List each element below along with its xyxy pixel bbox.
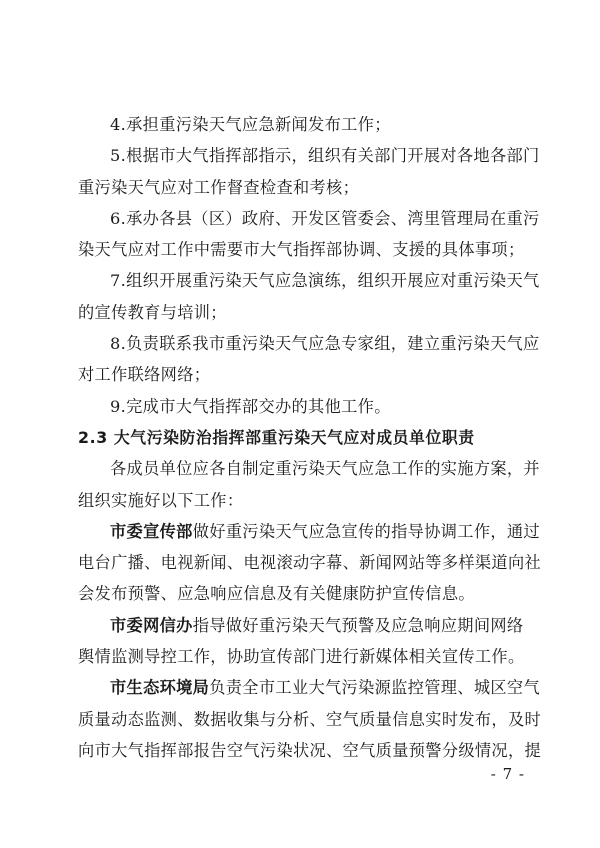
cyberspace-unit-name: 市委网信办 [110, 615, 193, 635]
intro-line-2: 组织实施好以下工作： [78, 490, 244, 510]
item-8-line-1: 8.负责联系我市重污染天气应急专家组，建立重污染天气应 [110, 334, 540, 354]
section-heading [78, 422, 524, 453]
item-6-line-1: 6.承办各县（区）政府、开发区管委会、湾里管理局在重污 [110, 208, 540, 228]
intro-line-1: 各成员单位应各自制定重污染天气应急工作的实施方案，并 [110, 459, 540, 479]
item-7-line-2: 的宣传教育与培训； [78, 302, 227, 322]
propaganda-line-2: 电台广播、电视新闻、电视滚动字幕、新闻网站等多样渠道向社 [78, 553, 542, 573]
item-7-line-1: 7.组织开展重污染天气应急演练，组织开展应对重污染天气 [110, 271, 540, 291]
cyberspace-line-2: 舆情监测导控工作，协助宣传部门进行新媒体相关宣传工作。 [78, 647, 525, 667]
propaganda-unit-name: 市委宣传部 [110, 521, 193, 541]
cyberspace-line-1-text: 指导做好重污染天气预警及应急响应期间网络 [192, 615, 524, 635]
section-title: 大气污染防治指挥部重污染天气应对成员单位职责 [113, 427, 475, 447]
item-9: 9.完成市大气指挥部交办的其他工作。 [110, 396, 391, 416]
ecology-line-3: 向市大气指挥部报告空气污染状况、空气质量预警分级情况，提 [78, 740, 542, 760]
document-body [78, 109, 542, 766]
item-6-line-2: 染天气应对工作中需要市大气指挥部协调、支援的具体事项； [78, 240, 525, 260]
item-5-line-1: 5.根据市大气指挥部指示，组织有关部门开展对各地各部门 [110, 146, 540, 166]
ecology-unit-name: 市生态环境局 [110, 678, 210, 698]
propaganda-line-1 [78, 516, 540, 547]
ecology-line-2: 质量动态监测、数据收集与分析、空气质量信息实时发布，及时 [78, 709, 542, 729]
ecology-line-1 [78, 672, 540, 703]
propaganda-line-1-text: 做好重污染天气应急宣传的指导协调工作，通过 [192, 521, 540, 541]
item-4: 4.承担重污染天气应急新闻发布工作； [110, 115, 391, 134]
ecology-line-1-text: 负责全市工业大气污染源监控管理、城区空气 [209, 678, 540, 698]
section-number: 2.3 [78, 427, 108, 447]
page-number: - 7 - [490, 765, 525, 783]
item-5-line-2: 重污染天气应对工作督查检查和考核； [78, 177, 360, 197]
cyberspace-line-1 [78, 610, 524, 641]
propaganda-line-3: 会发布预警、应急响应信息及有关健康防护宣传信息。 [78, 584, 475, 604]
item-8-line-2: 对工作联络网络； [78, 365, 211, 385]
